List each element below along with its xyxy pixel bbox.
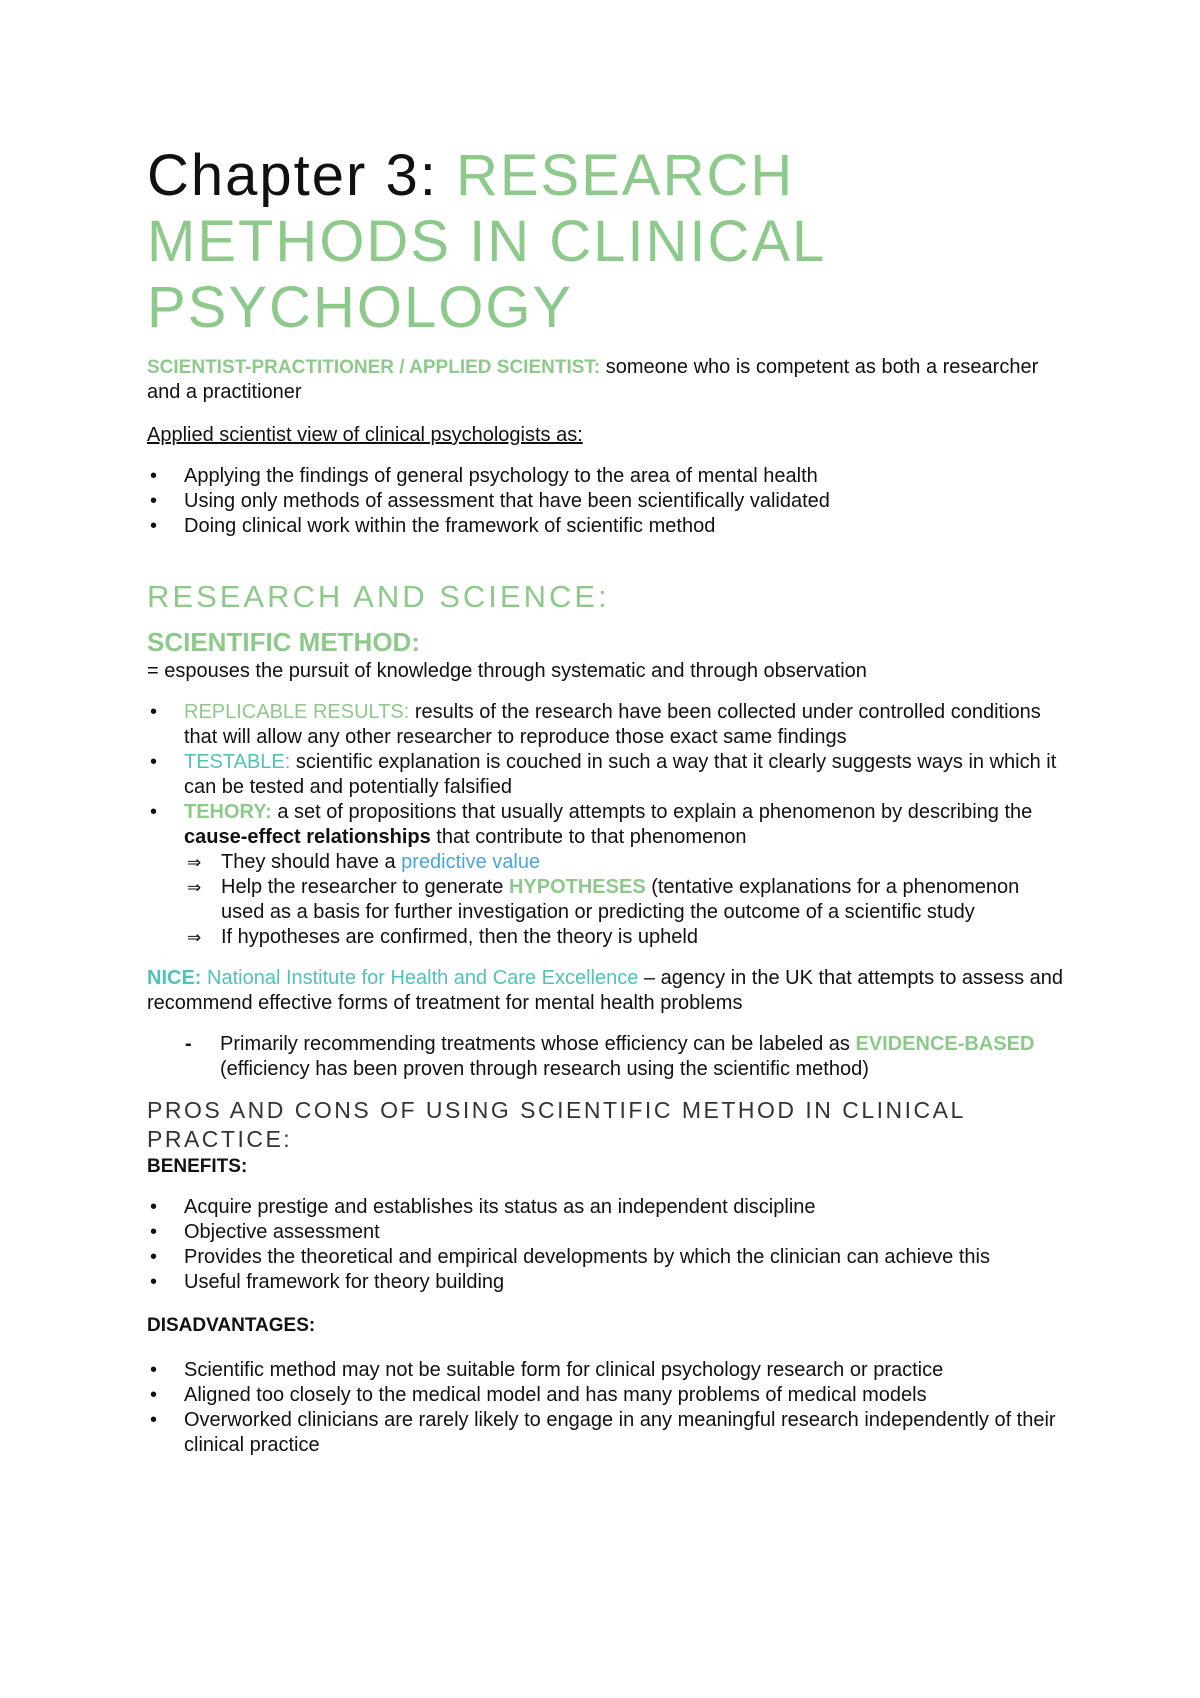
scientific-method-definition: = espouses the pursuit of knowledge through systematic and through observation — [147, 660, 867, 682]
arrow-icon: ⇒ — [187, 878, 202, 897]
document-content — [147, 143, 1067, 1458]
chapter-title-line2: METHODS IN CLINICAL — [147, 209, 827, 274]
list-item-replicable: • REPLICABLE RESULTS: results of the research have been collected under controlled conditions that will allow any other researcher to reproduce those exact same findings — [150, 701, 1041, 748]
arrow-icon: ⇒ — [187, 928, 202, 947]
hypotheses-term: HYPOTHESES — [508, 876, 646, 898]
list-item: • Aligned too closely to the medical model and has many problems of medical models — [150, 1384, 927, 1406]
replicable-term: REPLICABLE RESULTS: — [184, 701, 410, 723]
bullet-icon: • — [150, 751, 158, 773]
sublist-item: ⇒ Help the researcher to generate HYPOTHESES (tentative explanations for a phenomenon used as a basis for further investigation or predicting the outcome of a scientific study — [187, 876, 1020, 923]
bullet-icon: • — [150, 490, 158, 512]
nice-dash-list — [147, 1032, 1067, 1082]
bullet-icon: • — [150, 1196, 158, 1218]
nice-definition: NICE: National Institute for Health and Care Excellence – agency in the UK that attempts to assess and recommend effective forms of treatment for mental health problems — [147, 967, 1064, 1014]
chapter-title-prefix: Chapter 3: — [147, 143, 456, 208]
research-science-heading: RESEARCH AND SCIENCE: — [147, 579, 610, 614]
dash-icon: - — [185, 1033, 192, 1055]
sublist-item: ⇒ They should have a predictive value — [187, 851, 541, 873]
chapter-title-line3: PSYCHOLOGY — [147, 275, 574, 340]
cause-effect-term: cause-effect relationships — [184, 826, 431, 848]
nice-term: NICE: — [147, 967, 202, 989]
bullet-icon: • — [150, 801, 158, 823]
bullet-icon: • — [150, 1409, 158, 1431]
bullet-icon: • — [150, 1271, 158, 1293]
applied-view-list — [147, 464, 1067, 539]
list-item: • Applying the findings of general psychology to the area of mental health — [150, 465, 818, 487]
scientist-practitioner-text: someone who is competent as both a researcher and a practitioner — [147, 356, 1039, 403]
list-item: • Overworked clinicians are rarely likely to engage in any meaningful research independently of their clinical practice — [150, 1409, 1056, 1456]
disadvantages-list — [147, 1358, 1067, 1458]
theory-term: TEHORY: — [184, 801, 272, 823]
chapter-title — [147, 143, 1067, 341]
scientific-method-list — [147, 700, 1067, 950]
list-item: • Acquire prestige and establishes its status as an independent discipline — [150, 1196, 816, 1218]
benefits-label: BENEFITS: — [147, 1156, 248, 1177]
bullet-icon: • — [150, 1384, 158, 1406]
applied-view-heading: Applied scientist view of clinical psychologists as: — [147, 424, 583, 446]
list-item: • Using only methods of assessment that have been scientifically validated — [150, 490, 830, 512]
list-item: • Doing clinical work within the framework of scientific method — [150, 515, 716, 537]
list-item: • Scientific method may not be suitable form for clinical psychology research or practice — [150, 1359, 944, 1381]
bullet-icon: • — [150, 1246, 158, 1268]
bullet-icon: • — [150, 701, 158, 723]
scientist-practitioner-term: SCIENTIST-PRACTITIONER / APPLIED SCIENTIST: — [147, 357, 601, 378]
list-item: • Objective assessment — [150, 1221, 380, 1243]
list-item: - Primarily recommending treatments whose efficiency can be labeled as EVIDENCE-BASED (efficiency has been proven through research using the scientific method) — [185, 1033, 1035, 1080]
theory-sublist — [184, 850, 1067, 950]
bullet-icon: • — [150, 1359, 158, 1381]
scientist-practitioner-definition — [147, 355, 1067, 405]
predictive-value-term: predictive value — [401, 851, 541, 873]
nice-name: National Institute for Health and Care Excellence — [201, 967, 639, 989]
benefits-list — [147, 1195, 1067, 1295]
bullet-icon: • — [150, 1221, 158, 1243]
evidence-based-term: EVIDENCE-BASED — [855, 1033, 1035, 1055]
bullet-icon: • — [150, 465, 158, 487]
list-item-testable: • TESTABLE: scientific explanation is couched in such a way that it clearly suggests ways in which it can be tested and potentially falsified — [150, 751, 1057, 798]
list-item: • Provides the theoretical and empirical developments by which the clinician can achieve this — [150, 1246, 990, 1268]
testable-term: TESTABLE: — [184, 751, 291, 773]
chapter-title-line1: RESEARCH — [455, 143, 795, 208]
list-item-theory: • TEHORY: a set of propositions that usually attempts to explain a phenomenon by describing the cause-effect relationships that contribute to that phenomenon ⇒ They should have a predictive value ⇒ Help the researcher to generate HYPOTHESES (tentative explanations for a phenomenon used as a basis for further investigation or predicting the outcome of a scientific study ⇒ If hypotheses are confirmed, then the theory is upheld — [147, 800, 1067, 950]
scientific-method-heading: SCIENTIFIC METHOD: — [147, 627, 420, 657]
list-item: • Useful framework for theory building — [150, 1271, 505, 1293]
sublist-item: ⇒ If hypotheses are confirmed, then the theory is upheld — [187, 926, 698, 948]
pros-cons-heading: PROS AND CONS OF USING SCIENTIFIC METHOD IN CLINICAL PRACTICE: — [147, 1097, 965, 1152]
arrow-icon: ⇒ — [187, 853, 202, 872]
disadvantages-label: DISADVANTAGES: — [147, 1315, 316, 1336]
bullet-icon: • — [150, 515, 158, 537]
